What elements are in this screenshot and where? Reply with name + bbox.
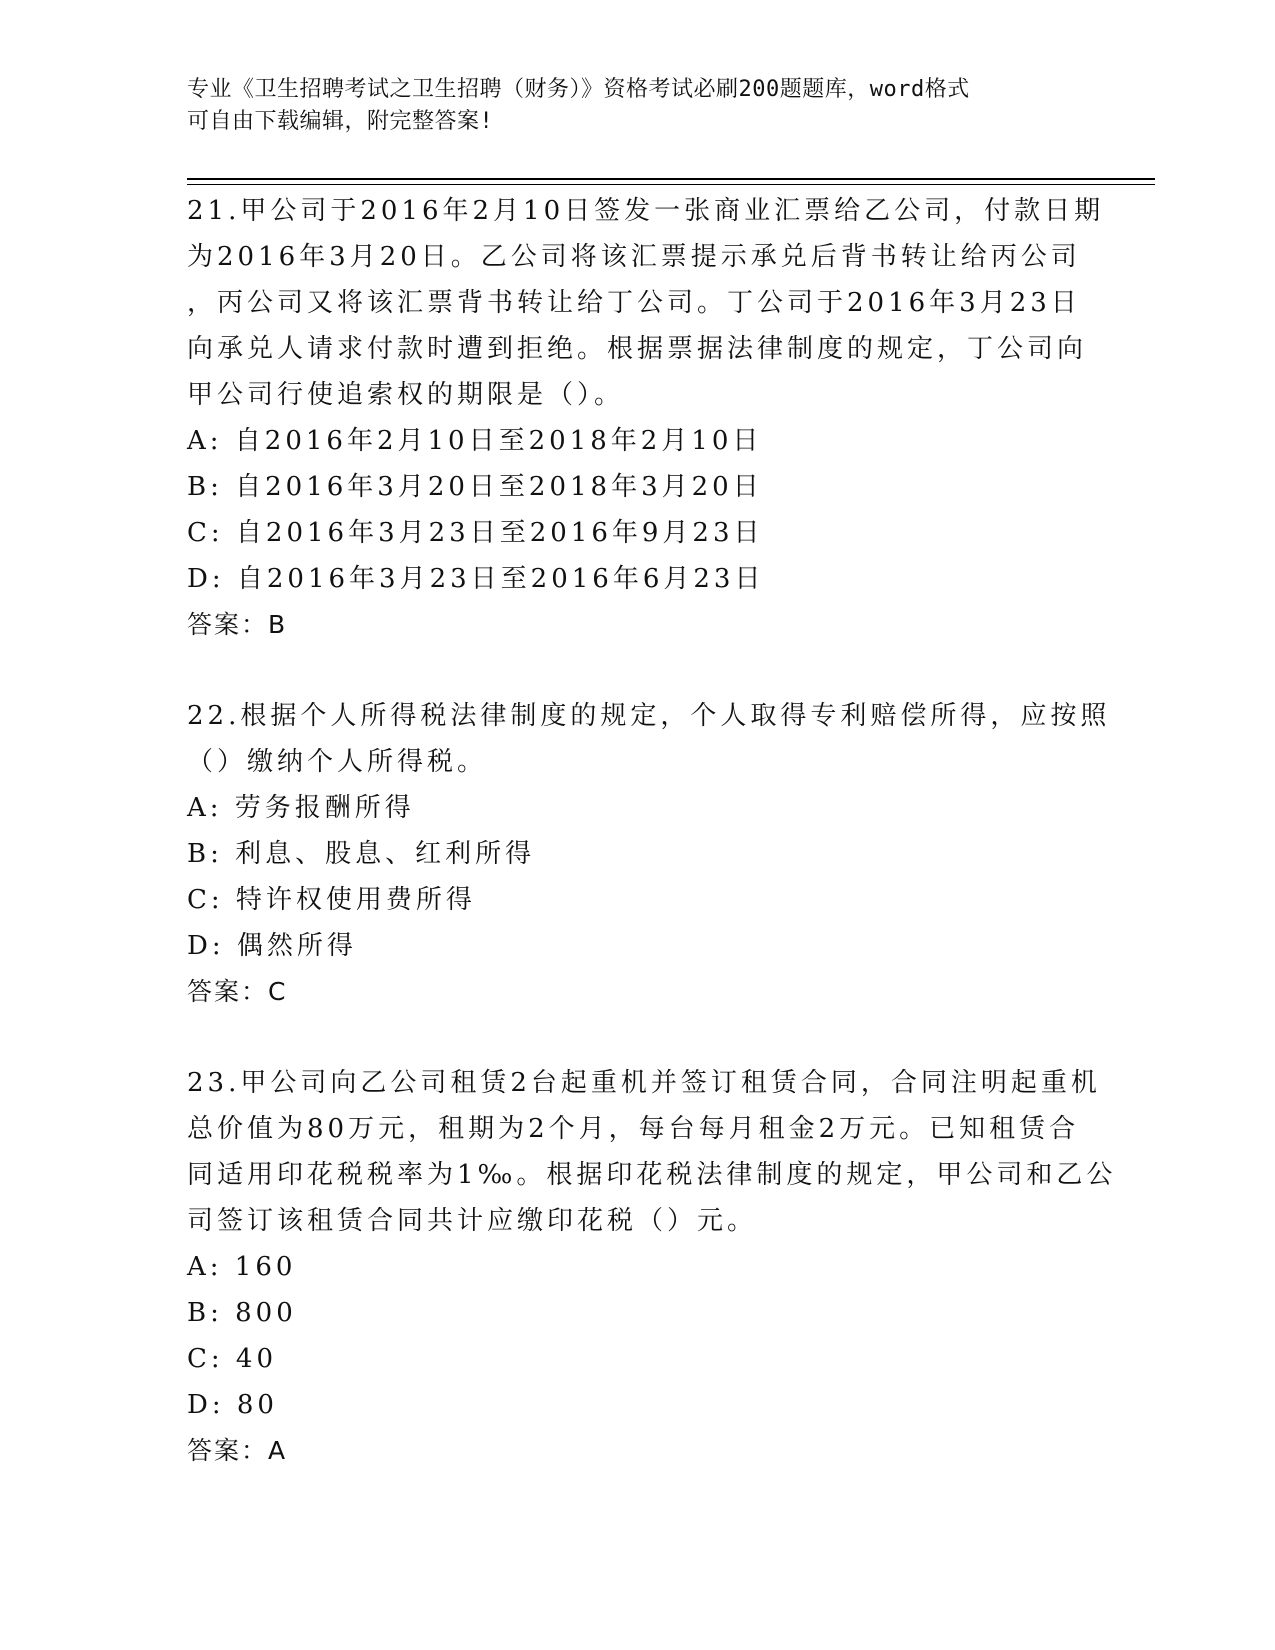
option-c: C: 自2016年3月23日至2016年9月23日 — [187, 518, 764, 548]
option-d: D: 自2016年3月23日至2016年6月23日 — [187, 564, 765, 594]
question-spacer — [187, 648, 1087, 693]
header-line-1: 专业《卫生招聘考试之卫生招聘（财务）》资格考试必刷200题题库，word格式 — [187, 77, 970, 102]
question-stem-line: 21.甲公司于2016年2月10日签发一张商业汇票给乙公司，付款日期 — [187, 196, 1105, 226]
question-stem-line: ，丙公司又将该汇票背书转让给丁公司。丁公司于2016年3月23日 — [187, 288, 1081, 318]
option-c: C: 特许权使用费所得 — [187, 885, 476, 915]
question-stem-line: 22.根据个人所得税法律制度的规定，个人取得专利赔偿所得，应按照 — [187, 701, 1111, 731]
question-21 — [187, 188, 1105, 648]
question-stem-line: 为2016年3月20日。乙公司将该汇票提示承兑后背书转让给丙公司 — [187, 242, 1081, 272]
option-b: B: 800 — [187, 1298, 297, 1328]
question-list — [187, 188, 1117, 1474]
option-b: B: 自2016年3月20日至2018年3月20日 — [187, 472, 763, 502]
document-header — [187, 74, 1087, 138]
option-b: B: 利息、股息、红利所得 — [187, 839, 536, 869]
question-stem-line: 向承兑人请求付款时遭到拒绝。根据票据法律制度的规定，丁公司向 — [187, 334, 1088, 364]
question-23 — [187, 1060, 1117, 1474]
question-stem-line: 总价值为80万元，租期为2个月，每台每月租金2万元。已知租赁合 — [187, 1114, 1080, 1144]
header-line-2: 可自由下载编辑，附完整答案! — [187, 109, 494, 134]
question-stem-line: 同适用印花税税率为1‰。根据印花税法律制度的规定，甲公司和乙公 — [187, 1160, 1117, 1190]
header-divider-thick — [187, 178, 1155, 180]
option-d: D: 偶然所得 — [187, 931, 357, 961]
question-stem-line: 甲公司行使追索权的期限是（）。 — [187, 380, 625, 410]
answer-label: 答案：C — [187, 977, 288, 1006]
question-22 — [187, 693, 1111, 1015]
option-a: A: 劳务报酬所得 — [187, 793, 415, 823]
option-c: C: 40 — [187, 1344, 278, 1374]
option-d: D: 80 — [187, 1390, 278, 1420]
option-a: A: 自2016年2月10日至2018年2月10日 — [187, 426, 763, 456]
answer-label: 答案：A — [187, 1436, 288, 1465]
answer-label: 答案：B — [187, 610, 288, 639]
question-stem-line: （）缴纳个人所得税。 — [187, 747, 488, 777]
question-spacer — [187, 1015, 1087, 1060]
option-a: A: 160 — [187, 1252, 297, 1282]
question-stem-line: 23.甲公司向乙公司租赁2台起重机并签订租赁合同，合同注明起重机 — [187, 1068, 1101, 1098]
question-stem-line: 司签订该租赁合同共计应缴印花税（）元。 — [187, 1206, 758, 1236]
header-divider-thin — [187, 184, 1155, 185]
